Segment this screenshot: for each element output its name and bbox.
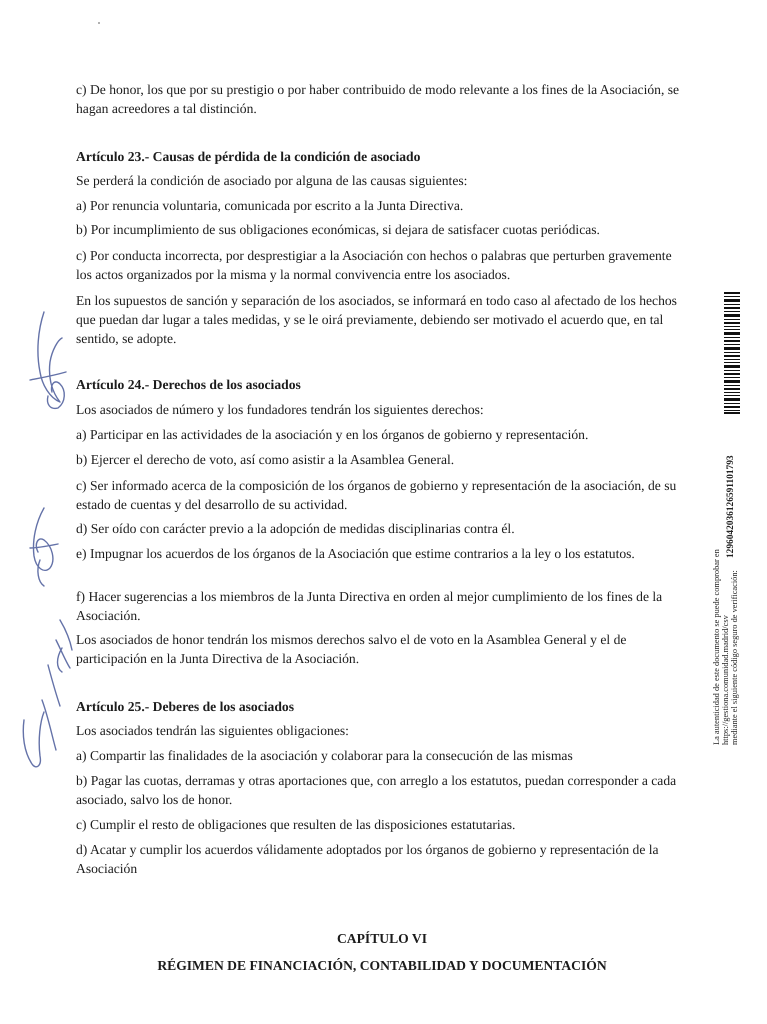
barcode-icon [724,292,740,414]
article-24-heading: Artículo 24.- Derechos de los asociados [76,377,301,392]
article-23-intro: Se perderá la condición de asociado por alguna de las causas siguientes: [76,173,468,188]
article-23-item-a: a) Por renuncia voluntaria, comunicada por escrito a la Junta Directiva. [76,198,464,213]
article-25-item-a: a) Compartir las finalidades de la asociación y colaborar para la consecución de las mismas [76,748,573,763]
article-24-intro: Los asociados de número y los fundadores tendrán los siguientes derechos: [76,402,484,417]
handwritten-signature-icon [0,0,110,800]
article-23-item-b: b) Por incumplimiento de sus obligaciones económicas, si dejara de satisfacer cuotas periódicas. [76,222,600,237]
article-24-item-b: b) Ejercer el derecho de voto, así como asistir a la Asamblea General. [76,452,455,467]
verification-line-2: https://gestiona.comunidad.madrid/csv [721,615,730,745]
chapter-number: CAPÍTULO VI [336,931,427,946]
article-24-item-a: a) Participar en las actividades de la asociación y en los órganos de gobierno y representación. [76,427,589,442]
article-24-item-f: f) Hacer sugerencias a los miembros de la Junta Directiva en orden al mejor cumplimiento de los fines de la Asociación. [76,589,663,623]
article-23-sanctions: En los supuestos de sanción y separación de los asociados, se informará en todo caso al afectado de los hechos que puedan dar lugar a tales medidas, y se le oirá previamente, debiendo ser motivado el acuerdo que, en tal sentido, se adopte. [76,293,677,346]
article-25-intro: Los asociados tendrán las siguientes obligaciones: [76,723,349,738]
verification-line-3: mediante el siguiente código seguro de verificación: [730,570,739,745]
article-25-item-b: b) Pagar las cuotas, derramas y otras aportaciones que, con arreglo a los estatutos, puedan corresponder a cada asociado, salvo los de honor. [76,773,677,807]
article-24-item-d: d) Ser oído con carácter previo a la adopción de medidas disciplinarias contra él. [76,521,515,536]
verification-code: 1296042036126591101793 [726,455,736,558]
article-23-heading: Artículo 23.- Causas de pérdida de la condición de asociado [76,149,421,164]
article-24-item-e: e) Impugnar los acuerdos de los órganos de la Asociación que estime contrarios a la ley o los estatutos. [76,546,635,561]
article-24-item-c: c) Ser informado acerca de la composición de los órganos de gobierno y representación de la asociación, de su estado de cuentas y del desarrollo de su actividad. [76,478,677,512]
article-25-heading: Artículo 25.- Deberes de los asociados [76,699,294,714]
chapter-title: RÉGIMEN DE FINANCIACIÓN, CONTABILIDAD Y DOCUMENTACIÓN [157,958,607,973]
article-25-item-d: d) Acatar y cumplir los acuerdos válidamente adoptados por los órganos de gobierno y representación de la Asociación [76,842,659,876]
article-25-item-c: c) Cumplir el resto de obligaciones que resulten de las disposiciones estatutarias. [76,817,516,832]
paragraph-honor-members: c) De honor, los que por su prestigio o por haber contribuido de modo relevante a los fines de la Asociación, se hagan acreedores a tal distinción. [76,82,680,116]
verification-line-1: La autenticidad de este documento se puede comprobar en [712,549,721,745]
article-23-item-c: c) Por conducta incorrecta, por desprestigiar a la Asociación con hechos o palabras que perturben gravemente los actos organizados por la misma y la normal convivencia entre los asociados. [76,248,672,282]
article-24-honor-members: Los asociados de honor tendrán los mismos derechos salvo el de voto en la Asamblea General y el de participación en la Junta Directiva de la Asociación. [76,632,627,666]
verification-stamp [712,290,750,750]
